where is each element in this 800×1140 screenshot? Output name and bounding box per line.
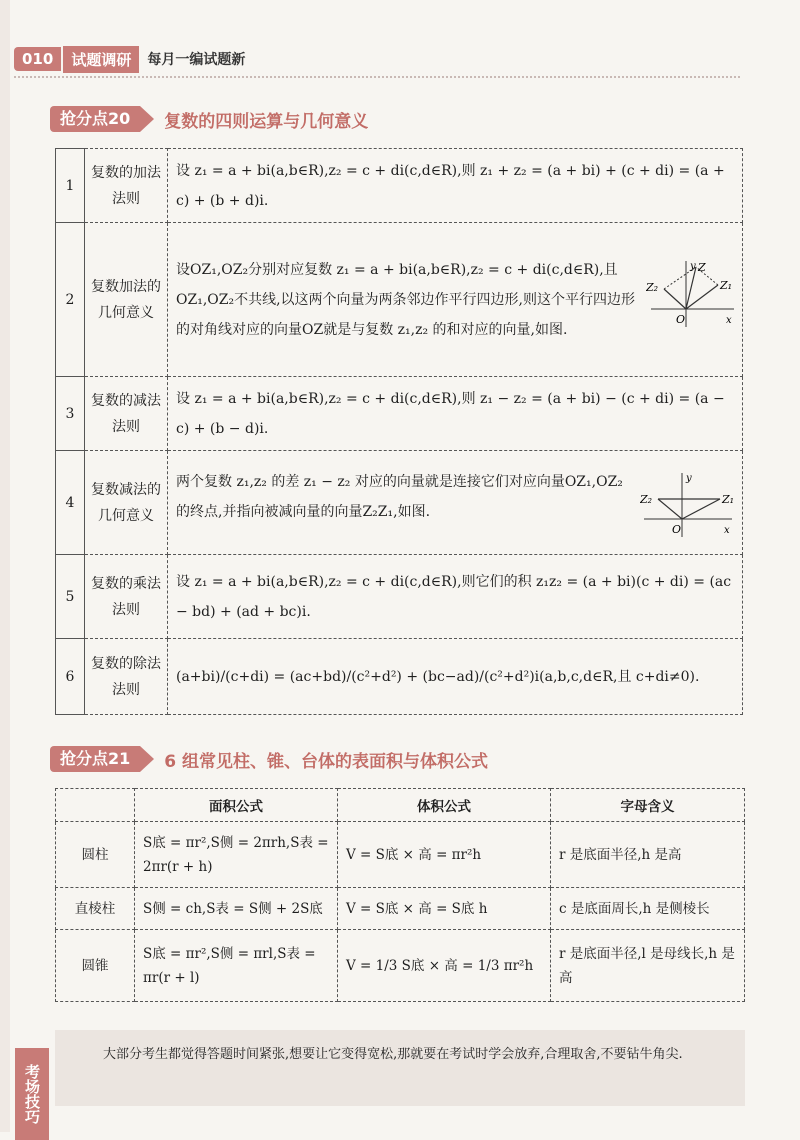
- subtraction-diagram: [640, 469, 736, 539]
- description-text: 两个复数 z₁,z₂ 的差 z₁ − z₂ 对应的向量就是连接它们对应向量OZ₁,OZ₂的终点,并指向被减向量的向量Z₂Z₁,如图.: [176, 473, 623, 520]
- letter-meaning: c 是底面周长,h 是侧棱长: [551, 888, 745, 930]
- axis-y-label: y: [690, 260, 696, 272]
- page-edge: [0, 0, 10, 1132]
- header-subtitle: 每月一编试题新: [147, 52, 246, 68]
- section-21-tag: 抢分点21: [50, 746, 140, 772]
- table-row: [56, 149, 743, 223]
- volume-formula: V = S底 × 高 = πr²h: [338, 822, 551, 888]
- table-row: [56, 930, 745, 1002]
- description-text: 设 z₁ = a + bi(a,b∈R),z₂ = c + di(c,d∈R),则 z₁ − z₂ = (a + bi) − (c + di) = (a − c) + (b − d)i.: [176, 390, 725, 437]
- solid-name: 直棱柱: [56, 888, 135, 930]
- section-21-heading: 6 组常见柱、锥、台体的表面积与体积公式: [164, 751, 489, 772]
- volume-formula: V = 1/3 S底 × 高 = 1/3 πr²h: [338, 930, 551, 1002]
- header-area: 面积公式: [135, 789, 338, 822]
- table-row: [56, 888, 745, 930]
- table-row: [56, 639, 743, 715]
- point-z2-label: Z₂: [646, 280, 659, 294]
- description-cell: [168, 377, 743, 451]
- page-header: [14, 46, 245, 72]
- table-row: [56, 377, 743, 451]
- complex-ops-table: [55, 148, 743, 715]
- origin-label: O: [672, 522, 682, 536]
- exam-tip-text: 大部分考生都觉得答题时间紧张,想要让它变得宽松,那就要在考试时学会放弃,合理取舍,不要钻牛角尖.: [103, 1047, 683, 1062]
- axis-x-label: x: [726, 314, 732, 326]
- table-row: [56, 822, 745, 888]
- description-cell: [168, 639, 743, 715]
- table-header-row: [56, 789, 745, 822]
- concept-cell: 复数的乘法法则: [85, 555, 168, 639]
- row-number: 6: [56, 639, 85, 715]
- section-21-title: [50, 746, 488, 772]
- section-20-heading: 复数的四则运算与几何意义: [164, 111, 369, 132]
- area-formula: S底 = πr²,S侧 = 2πrh,S表 = 2πr(r + h): [135, 822, 338, 888]
- row-number: 1: [56, 149, 85, 223]
- point-z2-label: Z₂: [640, 492, 653, 506]
- table-row: [56, 555, 743, 639]
- exam-tip-label: 考场技巧: [15, 1048, 49, 1140]
- header-divider: [14, 76, 740, 78]
- section-20-title: [50, 106, 368, 132]
- header-blank: [56, 789, 135, 822]
- point-z1-label: Z₁: [720, 278, 733, 292]
- area-formula: S侧 = ch,S表 = S侧 + 2S底: [135, 888, 338, 930]
- description-text: 设 z₁ = a + bi(a,b∈R),z₂ = c + di(c,d∈R),则 z₁ + z₂ = (a + bi) + (c + di) = (a + c) + (b + d)i.: [176, 162, 725, 209]
- concept-cell: 复数加法的几何意义: [85, 223, 168, 377]
- description-cell: [168, 555, 743, 639]
- description-text: 设OZ₁,OZ₂分别对应复数 z₁ = a + bi(a,b∈R),z₂ = c + di(c,d∈R),且OZ₁,OZ₂不共线,以这两个向量为两条邻边作平行四边形,则这个平行四边形的对角线对应的向量OZ就是与复数 z₁,z₂ 的和对应的向量,如图.: [176, 261, 635, 338]
- solid-formula-table: [55, 788, 745, 1002]
- row-number: 2: [56, 223, 85, 377]
- concept-cell: 复数的减法法则: [85, 377, 168, 451]
- solid-name: 圆柱: [56, 822, 135, 888]
- section-21-arrow-icon: [140, 746, 154, 772]
- concept-cell: 复数减法的几何意义: [85, 451, 168, 555]
- letter-meaning: r 是底面半径,h 是高: [551, 822, 745, 888]
- header-volume: 体积公式: [338, 789, 551, 822]
- row-number: 3: [56, 377, 85, 451]
- point-z-label: Z: [698, 260, 706, 274]
- page-number: 010: [14, 47, 61, 71]
- point-z1-label: Z₁: [722, 492, 735, 506]
- origin-label: O: [676, 312, 686, 326]
- description-cell: [168, 451, 743, 555]
- letter-meaning: r 是底面半径,l 是母线长,h 是高: [551, 930, 745, 1002]
- volume-formula: V = S底 × 高 = S底 h: [338, 888, 551, 930]
- header-meaning: 字母含义: [551, 789, 745, 822]
- concept-cell: 复数的加法法则: [85, 149, 168, 223]
- row-number: 4: [56, 451, 85, 555]
- row-number: 5: [56, 555, 85, 639]
- description-text: 设 z₁ = a + bi(a,b∈R),z₂ = c + di(c,d∈R),则它们的积 z₁z₂ = (a + bi)(c + di) = (ac − bd) + (ad + bc)i.: [176, 573, 732, 620]
- table-row: [56, 223, 743, 377]
- table-row: [56, 451, 743, 555]
- description-text: (a+bi)/(c+di) = (ac+bd)/(c²+d²) + (bc−ad)/(c²+d²)i(a,b,c,d∈R,且 c+di≠0).: [176, 668, 700, 685]
- addition-diagram: [646, 259, 736, 329]
- solid-name: 圆锥: [56, 930, 135, 1002]
- concept-cell: 复数的除法法则: [85, 639, 168, 715]
- description-cell: [168, 223, 743, 377]
- axis-y-label: y: [686, 472, 692, 484]
- section-20-arrow-icon: [140, 106, 154, 132]
- section-20-tag: 抢分点20: [50, 106, 140, 132]
- area-formula: S底 = πr²,S侧 = πrl,S表 = πr(r + l): [135, 930, 338, 1002]
- axis-x-label: x: [724, 524, 730, 536]
- header-category: 试题调研: [63, 46, 139, 73]
- exam-tip-box: [23, 1030, 745, 1124]
- description-cell: [168, 149, 743, 223]
